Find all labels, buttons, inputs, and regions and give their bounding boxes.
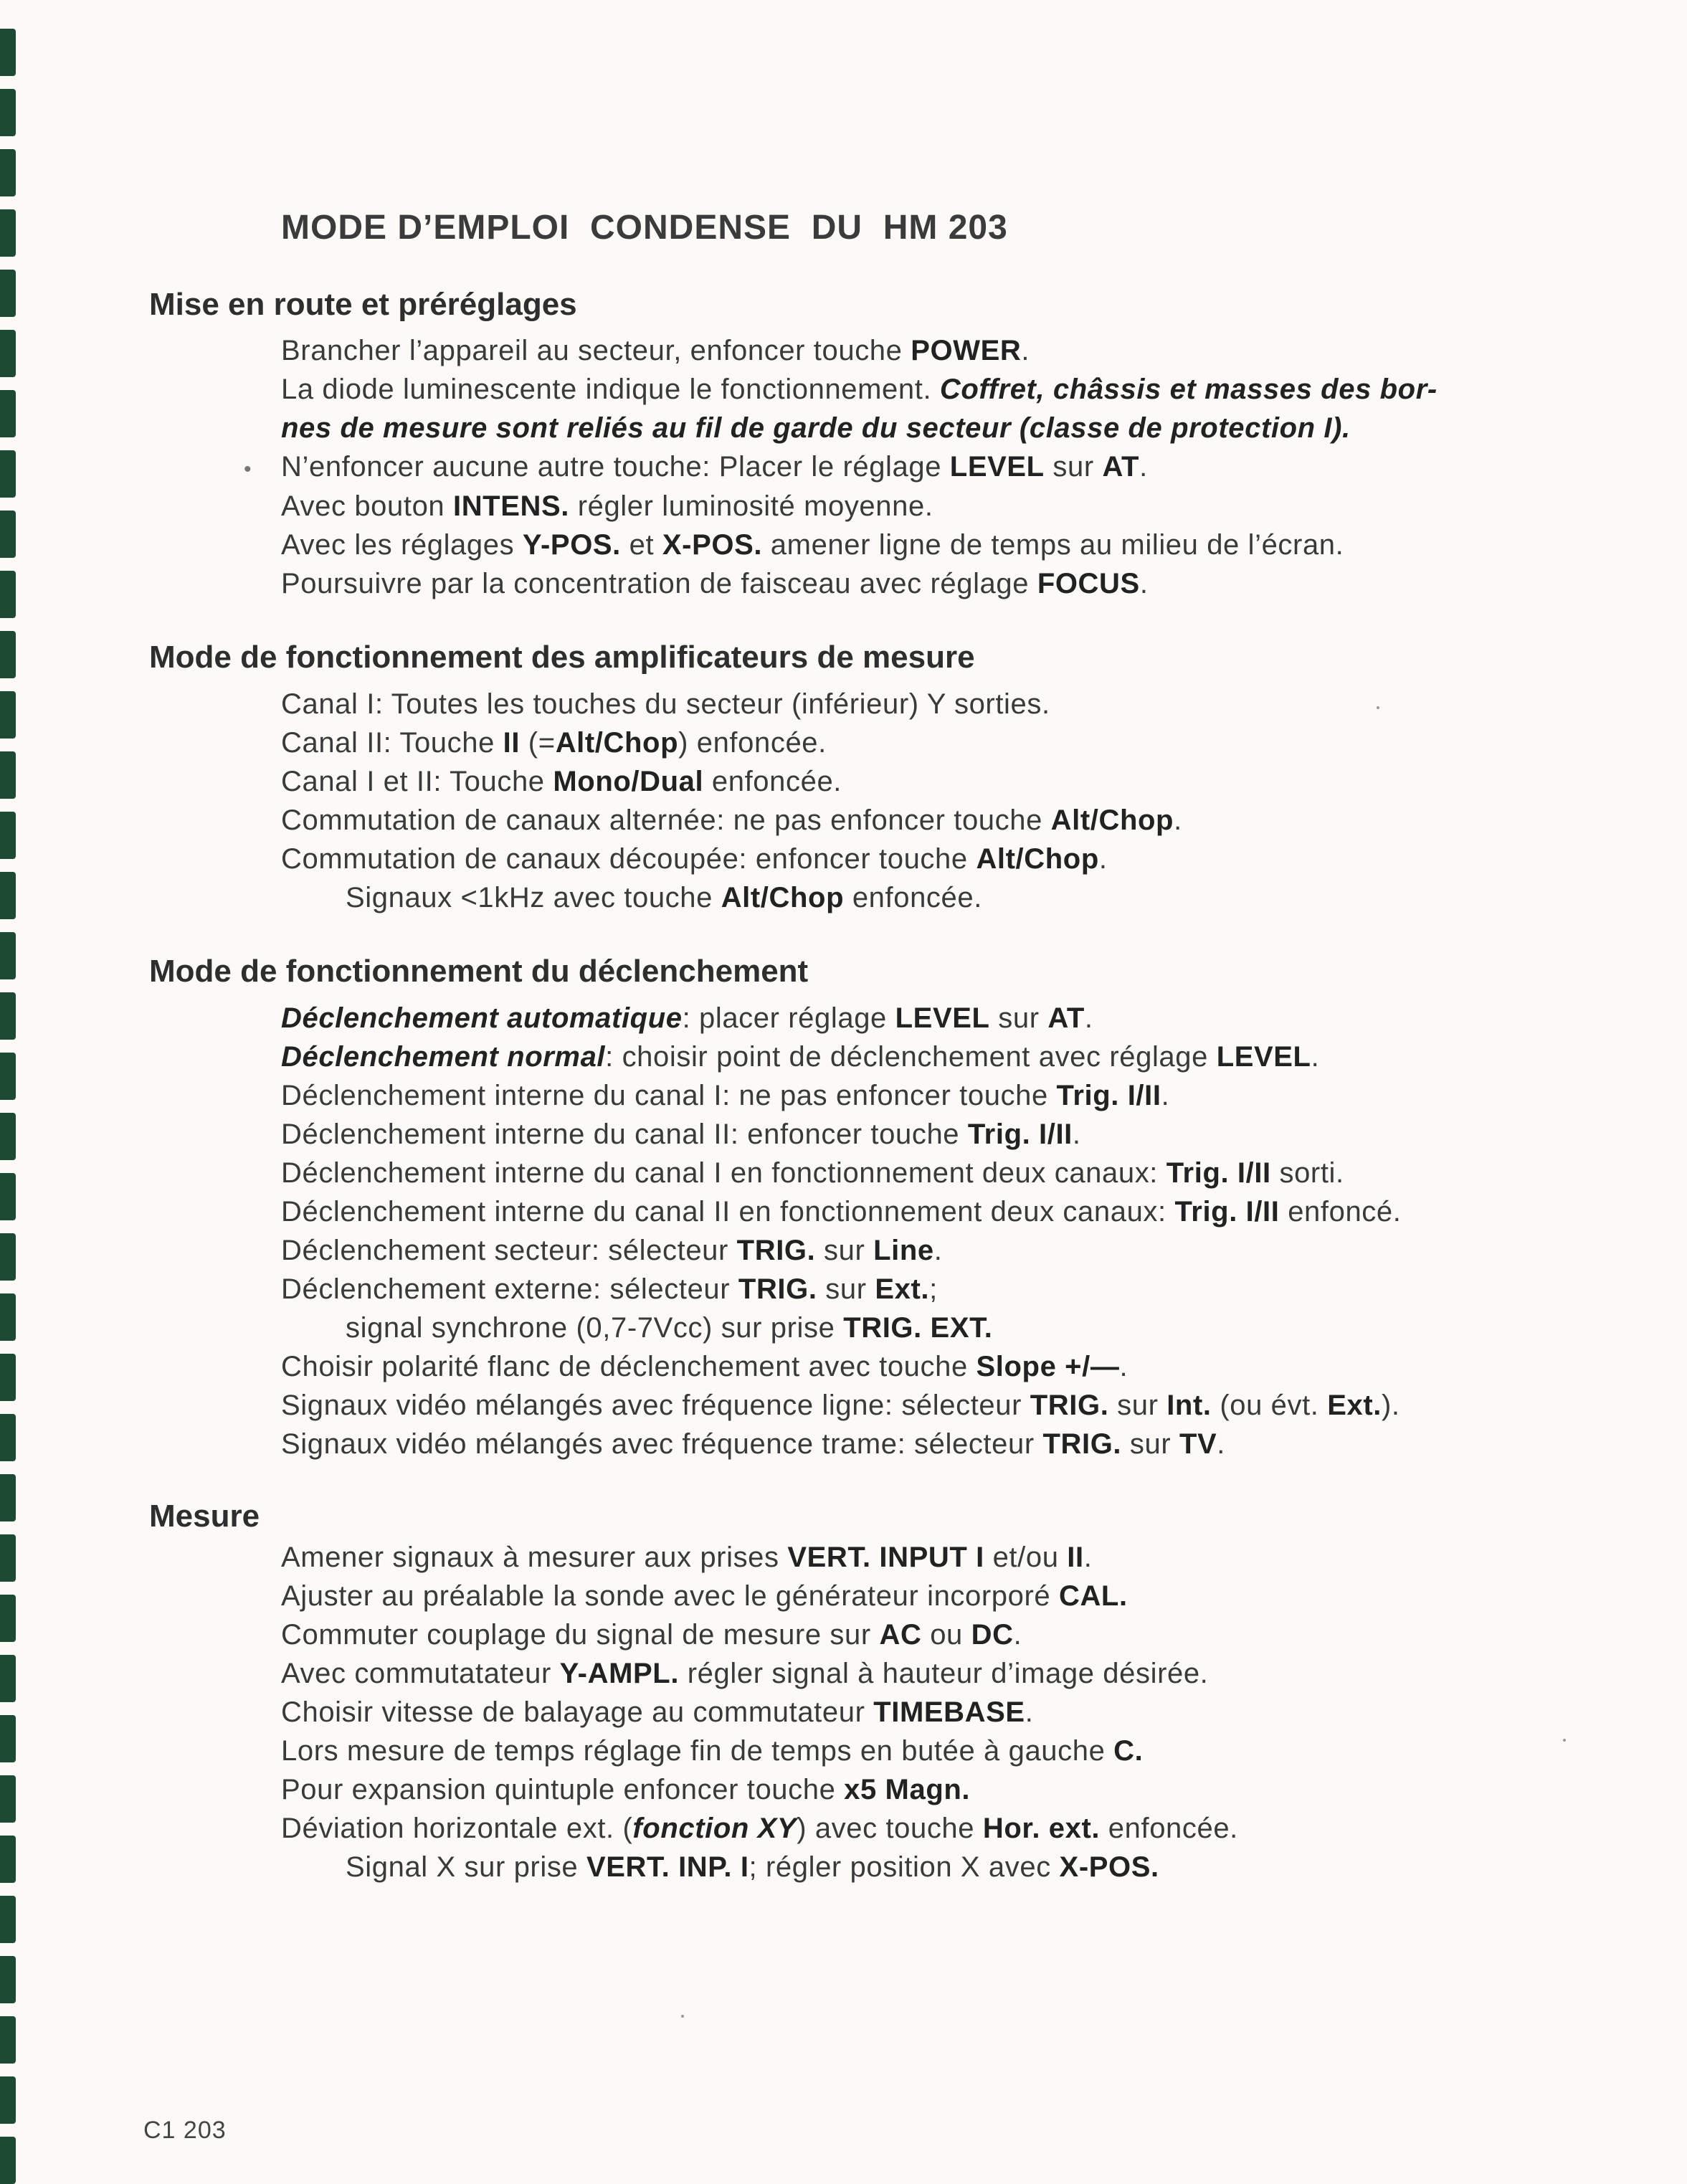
text-run: Canal II: Touche (281, 727, 503, 759)
binding-ring (0, 1293, 16, 1341)
text-run: (= (520, 727, 556, 759)
text-run: Déclenchement interne du canal II: enfoncer touche (281, 1119, 968, 1150)
text-run: Poursuivre par la concentration de faisceau avec réglage (281, 568, 1037, 599)
bold-run: Alt/Chop (721, 882, 845, 913)
bold-run: CAL. (1058, 1580, 1128, 1612)
bold-run: FOCUS (1037, 568, 1140, 599)
bold-run: Y-POS. (522, 529, 621, 561)
binding-ring (0, 1595, 16, 1642)
bold-run: INTENS. (452, 490, 569, 522)
text-run: Signal X sur prise (346, 1851, 586, 1883)
bold-run: LEVEL (949, 451, 1045, 483)
bold-run: x5 Magn. (844, 1774, 971, 1805)
text-run: . (1161, 1080, 1170, 1111)
bold-run: AT (1102, 451, 1140, 483)
text-run: Avec commutatateur (281, 1658, 560, 1689)
bold-run: Alt/Chop (1050, 804, 1174, 836)
spiral-binding (0, 0, 19, 2182)
text-run: sur (1121, 1428, 1179, 1460)
text-run: Ajuster au préalable la sonde avec le générateur incorporé (281, 1580, 1059, 1612)
bold-run: AC (879, 1619, 922, 1651)
text-run: ) avec touche (797, 1813, 983, 1844)
text-run: Lors mesure de temps réglage fin de temps en butée à gauche (281, 1735, 1114, 1767)
binding-ring (0, 1775, 16, 1823)
binding-ring (0, 1233, 16, 1281)
binding-ring (0, 330, 16, 377)
text-line (281, 727, 827, 759)
bold-italic-run: fonction XY (632, 1813, 797, 1844)
binding-ring (0, 932, 16, 979)
bold-run: POWER (911, 335, 1022, 366)
section-heading: Mise en route et préréglages (149, 287, 577, 322)
text-run: enfoncé. (1279, 1196, 1402, 1228)
binding-ring (0, 812, 16, 859)
text-run: . (1174, 804, 1182, 836)
text-run: . (1217, 1428, 1225, 1460)
text-line (281, 1619, 1022, 1651)
page-title: MODE D’EMPLOI CONDENSE DU HM 203 (281, 209, 1008, 247)
binding-ring (0, 1173, 16, 1220)
text-run: La diode luminescente indique le fonctionnement. (281, 374, 940, 405)
text-line (281, 1658, 1208, 1690)
bold-run: Y-AMPL. (559, 1658, 680, 1689)
binding-ring (0, 1474, 16, 1521)
bold-run: TIMEBASE (873, 1696, 1025, 1728)
bold-run: Trig. I/II (1174, 1196, 1280, 1228)
bold-run: C. (1113, 1735, 1144, 1767)
text-run: Commutation de canaux découpée: enfoncer touche (281, 843, 976, 875)
text-line (281, 1774, 970, 1806)
binding-ring (0, 1053, 16, 1100)
bold-italic-run: nes de mesure sont reliés au fil de garde du secteur (classe de protection I). (281, 412, 1351, 444)
text-run: Déviation horizontale ext. ( (281, 1813, 633, 1844)
text-run: . (1013, 1619, 1022, 1651)
text-run: ). (1382, 1390, 1400, 1421)
text-line (281, 1041, 1319, 1073)
text-run: sur (989, 1002, 1048, 1034)
binding-ring (0, 2076, 16, 2124)
text-run: Amener signaux à mesurer aux prises (281, 1542, 788, 1573)
text-run: . (1119, 1351, 1128, 1382)
text-run: . (1139, 568, 1149, 599)
bold-run: VERT. INPUT I (787, 1542, 984, 1573)
binding-ring (0, 149, 16, 196)
text-run: Canal I: Toutes les touches du secteur (inférieur) Y sorties. (281, 688, 1050, 720)
binding-ring (0, 390, 16, 437)
text-line (281, 1080, 1169, 1112)
text-line (281, 1580, 1128, 1613)
text-run: et (620, 529, 662, 561)
text-line (346, 882, 982, 914)
bold-run: AT (1047, 1002, 1085, 1034)
text-run: . (933, 1235, 943, 1266)
bold-run: TRIG. (1042, 1428, 1122, 1460)
bold-run: Alt/Chop (976, 843, 1099, 875)
text-line (346, 1851, 1159, 1884)
bold-run: LEVEL (895, 1002, 990, 1034)
binding-ring (0, 571, 16, 618)
bold-run: Ext. (875, 1273, 930, 1305)
text-run: sur (817, 1273, 875, 1305)
binding-ring (0, 872, 16, 919)
binding-ring (0, 751, 16, 799)
text-run: Pour expansion quintuple enfoncer touche (281, 1774, 845, 1805)
text-line (281, 568, 1149, 600)
text-run: ) enfoncée. (678, 727, 827, 759)
paper-speck (681, 2015, 684, 2018)
section-heading: Mesure (149, 1499, 260, 1534)
binding-ring (0, 1836, 16, 1883)
text-line (281, 1813, 1238, 1845)
text-run: Canal I et II: Touche (281, 766, 553, 797)
text-run: enfoncée. (1100, 1813, 1238, 1844)
text-run: Signaux vidéo mélangés avec fréquence ligne: sélecteur (281, 1390, 1030, 1421)
binding-ring (0, 2137, 16, 2184)
binding-ring (0, 511, 16, 558)
text-line (281, 412, 1351, 445)
binding-ring (0, 1414, 16, 1461)
text-run: signal synchrone (0,7-7Vcc) sur prise (346, 1312, 844, 1344)
bold-run: VERT. INP. I (586, 1851, 749, 1883)
text-run: Choisir vitesse de balayage au commutateur (281, 1696, 874, 1728)
bold-run: TRIG. (738, 1273, 817, 1305)
text-run: et/ou (984, 1542, 1068, 1573)
text-run: enfoncée. (844, 882, 982, 913)
text-run: . (1072, 1119, 1081, 1150)
text-run: N’enfoncer aucune autre touche: Placer le réglage (281, 451, 950, 483)
text-run: : choisir point de déclenchement avec réglage (605, 1041, 1217, 1073)
text-run: ; (929, 1273, 938, 1305)
binding-ring (0, 270, 16, 317)
text-run: Avec les réglages (281, 529, 523, 561)
binding-ring (0, 631, 16, 678)
bold-run: DC (971, 1619, 1014, 1651)
text-run: Signaux vidéo mélangés avec fréquence trame: sélecteur (281, 1428, 1043, 1460)
text-run: sur (1108, 1390, 1167, 1421)
binding-ring (0, 1113, 16, 1160)
text-run: . (1084, 1002, 1093, 1034)
binding-ring (0, 450, 16, 498)
bold-run: Trig. I/II (967, 1119, 1073, 1150)
text-run: Brancher l’appareil au secteur, enfoncer touche (281, 335, 911, 366)
text-run: sur (815, 1235, 874, 1266)
text-line (281, 1390, 1400, 1422)
binding-ring (0, 29, 16, 76)
bold-run: Int. (1166, 1390, 1212, 1421)
text-line (281, 843, 1108, 875)
bold-run: Ext. (1327, 1390, 1382, 1421)
bold-italic-run: Coffret, châssis et masses des bor- (939, 374, 1437, 405)
text-run: Déclenchement secteur: sélecteur (281, 1235, 737, 1266)
footer-page-code: C1 203 (143, 2117, 227, 2144)
text-line (281, 1235, 943, 1267)
text-run: : placer réglage (682, 1002, 895, 1034)
bold-run: TV (1179, 1428, 1217, 1460)
binding-ring (0, 1715, 16, 1762)
text-run: ; régler position X avec (749, 1851, 1060, 1883)
text-run: Commuter couplage du signal de mesure sur (281, 1619, 880, 1651)
text-line (281, 688, 1050, 721)
binding-ring (0, 89, 16, 136)
text-run: . (1083, 1542, 1093, 1573)
text-line (281, 1157, 1344, 1190)
text-line (281, 451, 1148, 483)
bold-italic-run: Déclenchement normal (281, 1041, 606, 1073)
text-line (281, 1428, 1225, 1461)
bold-run: Trig. I/II (1056, 1080, 1161, 1111)
text-line (281, 1735, 1143, 1767)
text-line (281, 1696, 1033, 1729)
binding-ring (0, 1896, 16, 1943)
binding-ring (0, 1354, 16, 1401)
text-run: Déclenchement interne du canal I: ne pas enfoncer touche (281, 1080, 1057, 1111)
section-heading: Mode de fonctionnement du déclenchement (149, 954, 809, 989)
binding-ring (0, 691, 16, 739)
bold-run: TRIG. (736, 1235, 816, 1266)
binding-ring (0, 1655, 16, 1702)
text-line (281, 490, 933, 523)
text-line (281, 529, 1344, 561)
text-run: Avec bouton (281, 490, 453, 522)
text-run: enfoncée. (703, 766, 842, 797)
text-run: (ou évt. (1211, 1390, 1328, 1421)
paper-speck (1377, 706, 1379, 709)
text-line (281, 1542, 1092, 1574)
bold-run: Slope +/— (976, 1351, 1120, 1382)
text-run: Déclenchement interne du canal II en fonctionnement deux canaux: (281, 1196, 1175, 1228)
text-line (281, 1273, 938, 1306)
bold-run: Hor. ext. (982, 1813, 1101, 1844)
binding-ring (0, 2016, 16, 2064)
bold-run: Trig. I/II (1166, 1157, 1271, 1189)
text-line (281, 335, 1030, 367)
text-run: . (1098, 843, 1108, 875)
binding-ring (0, 1956, 16, 2003)
text-run: amener ligne de temps au milieu de l’écran. (762, 529, 1344, 561)
text-line (281, 1351, 1128, 1383)
text-line (281, 1196, 1401, 1228)
text-run: Signaux <1kHz avec touche (346, 882, 721, 913)
text-run: . (1025, 1696, 1034, 1728)
bold-run: II (1067, 1542, 1084, 1573)
text-line (281, 804, 1182, 837)
bold-run: TRIG. (1030, 1390, 1109, 1421)
text-run: Commutation de canaux alternée: ne pas enfoncer touche (281, 804, 1051, 836)
text-run: . (1311, 1041, 1320, 1073)
binding-ring (0, 992, 16, 1040)
text-line (281, 1002, 1093, 1035)
binding-ring (0, 209, 16, 257)
text-line (281, 1119, 1081, 1151)
text-run: régler luminosité moyenne. (569, 490, 933, 522)
paper-speck (1563, 1739, 1566, 1742)
text-line (281, 766, 842, 798)
bold-run: LEVEL (1216, 1041, 1311, 1073)
bold-run: Alt/Chop (555, 727, 679, 759)
bold-run: X-POS. (662, 529, 763, 561)
section-heading: Mode de fonctionnement des amplificateurs de mesure (149, 640, 975, 675)
text-run: . (1021, 335, 1030, 366)
text-line (281, 374, 1437, 406)
text-run: Choisir polarité flanc de déclenchement avec touche (281, 1351, 976, 1382)
binding-ring (0, 1534, 16, 1582)
text-run: régler signal à hauteur d’image désirée. (679, 1658, 1209, 1689)
text-line (346, 1312, 992, 1344)
bullet-mark: • (244, 457, 252, 481)
text-run: sur (1044, 451, 1103, 483)
text-run: Déclenchement externe: sélecteur (281, 1273, 738, 1305)
bold-run: Mono/Dual (553, 766, 704, 797)
text-run: . (1139, 451, 1148, 483)
bold-run: II (503, 727, 521, 759)
text-run: Déclenchement interne du canal I en fonctionnement deux canaux: (281, 1157, 1166, 1189)
bold-run: Line (873, 1235, 934, 1266)
bold-run: X-POS. (1059, 1851, 1159, 1883)
bold-italic-run: Déclenchement automatique (281, 1002, 683, 1034)
text-run: ou (921, 1619, 971, 1651)
bold-run: TRIG. EXT. (843, 1312, 993, 1344)
text-run: sorti. (1270, 1157, 1344, 1189)
